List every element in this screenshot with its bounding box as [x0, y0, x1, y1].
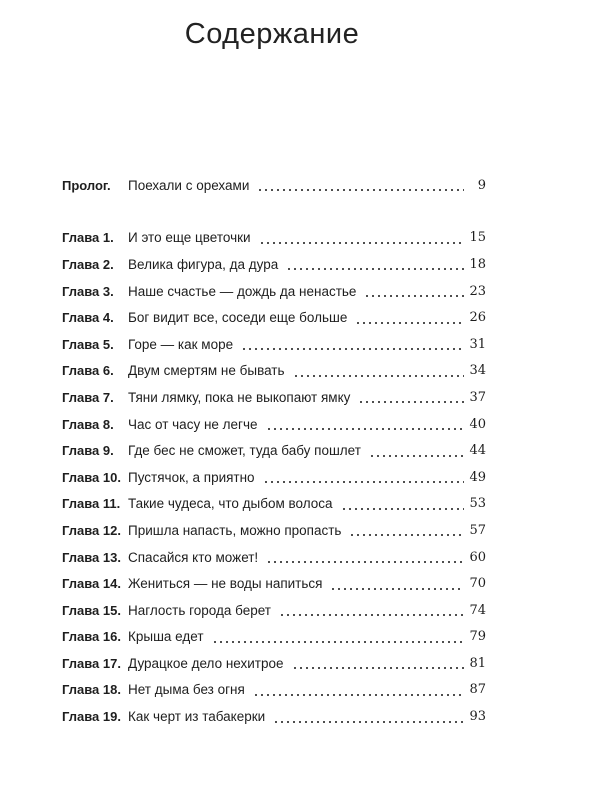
- toc-entry-label: Глава 3.: [62, 283, 114, 299]
- toc-entry-label: Глава 8.: [62, 416, 114, 432]
- dot-leader: [266, 550, 464, 564]
- toc-entry-prologue[interactable]: [62, 172, 486, 199]
- dot-leader: [253, 683, 464, 697]
- dot-leader: [259, 231, 464, 245]
- toc-entry-chapter-11[interactable]: [62, 491, 486, 518]
- toc-entry-label: Глава 11.: [62, 496, 121, 512]
- toc-entry-page: 44: [469, 443, 486, 459]
- toc-entry-title: Пустячок, а приятно: [128, 469, 255, 485]
- toc-entry-title: Крыша едет: [128, 629, 204, 645]
- toc-entry-label: Глава 7.: [62, 389, 114, 405]
- toc-entry-chapter-6[interactable]: [62, 358, 486, 385]
- toc-entry-label: Глава 9.: [62, 443, 114, 459]
- toc-entry-chapter-14[interactable]: [62, 570, 486, 597]
- toc-entry-chapter-18[interactable]: [62, 677, 486, 704]
- toc-entry-label: Глава 18.: [62, 682, 121, 698]
- toc-entry-page: 79: [469, 629, 486, 645]
- toc-entry-page: 18: [469, 256, 486, 272]
- toc-entry-page: 9: [477, 177, 486, 193]
- dot-leader: [266, 417, 464, 431]
- toc-entry-title: Спасайся кто может!: [128, 549, 259, 565]
- toc-entry-label: Глава 16.: [62, 629, 121, 645]
- toc-entry-label: Глава 2.: [62, 256, 114, 272]
- toc-entry-label: Глава 5.: [62, 336, 114, 352]
- toc-entry-title: Тяни лямку, пока не выкопают ямку: [128, 389, 351, 405]
- toc-entry-page: 81: [469, 655, 486, 671]
- toc-entry-page: 34: [469, 363, 486, 379]
- toc-entry-page: 74: [469, 602, 486, 618]
- dot-leader: [279, 603, 464, 617]
- dot-leader: [273, 710, 464, 724]
- toc-entry-label: Глава 4.: [62, 310, 114, 326]
- toc-entry-label: Глава 6.: [62, 363, 114, 379]
- toc-entry-page: 26: [469, 310, 486, 326]
- toc-entry-title: Велика фигура, да дура: [128, 256, 279, 272]
- dot-leader: [212, 630, 465, 644]
- toc-entry-title: Пришла напасть, можно пропасть: [128, 522, 342, 538]
- toc-entry-title: Как черт из табакерки: [128, 709, 266, 725]
- toc-entry-title: Где бес не сможет, туда бабу пошлет: [128, 443, 361, 459]
- toc-entry-page: 87: [469, 682, 486, 698]
- toc-entry-title: Поехали с орехами: [128, 177, 250, 193]
- toc-entry-title: Такие чудеса, что дыбом волоса: [128, 496, 333, 512]
- toc-entry-chapter-1[interactable]: [62, 225, 486, 252]
- dot-leader: [286, 257, 464, 271]
- dot-leader: [263, 470, 464, 484]
- toc-entry-chapter-10[interactable]: [62, 464, 486, 491]
- toc-entry-label: Глава 17.: [62, 655, 121, 671]
- toc-entry-page: 15: [469, 230, 486, 246]
- toc-entry-page: 49: [469, 469, 486, 485]
- toc-entry-page: 40: [469, 416, 486, 432]
- dot-leader: [241, 337, 464, 351]
- table-of-contents: [62, 172, 486, 730]
- toc-entry-title: Час от часу не легче: [128, 416, 258, 432]
- toc-entry-page: 53: [469, 496, 486, 512]
- toc-entry-page: 31: [469, 336, 486, 352]
- toc-entry-chapter-3[interactable]: [62, 278, 486, 305]
- toc-entry-label: Глава 14.: [62, 576, 121, 592]
- toc-entry-label: Глава 13.: [62, 549, 121, 565]
- toc-entry-page: 70: [469, 576, 486, 592]
- toc-entry-title: И это еще цветочки: [128, 230, 251, 246]
- toc-entry-chapter-4[interactable]: [62, 304, 486, 331]
- toc-entry-page: 23: [469, 283, 486, 299]
- toc-entry-title: Наше счастье — дождь да ненастье: [128, 283, 357, 299]
- dot-leader: [293, 364, 464, 378]
- dot-leader: [341, 497, 464, 511]
- dot-leader: [369, 444, 464, 458]
- toc-entry-chapter-5[interactable]: [62, 331, 486, 358]
- toc-entry-title: Жениться — не воды напиться: [128, 576, 323, 592]
- toc-entry-title: Бог видит все, соседи еще больше: [128, 310, 348, 326]
- toc-entry-chapter-13[interactable]: [62, 544, 486, 571]
- dot-leader: [364, 284, 464, 298]
- toc-entry-page: 37: [469, 389, 486, 405]
- toc-entry-chapter-19[interactable]: [62, 703, 486, 730]
- toc-entry-chapter-2[interactable]: [62, 251, 486, 278]
- toc-entry-label: Глава 10.: [62, 469, 121, 485]
- toc-entry-chapter-12[interactable]: [62, 517, 486, 544]
- toc-entry-page: 60: [469, 549, 486, 565]
- toc-entry-label: Глава 15.: [62, 602, 121, 618]
- toc-entry-label: Глава 12.: [62, 522, 121, 538]
- toc-entry-title: Нет дыма без огня: [128, 682, 245, 698]
- toc-entry-chapter-16[interactable]: [62, 624, 486, 651]
- page-title: Содержание: [184, 18, 360, 50]
- toc-entry-chapter-15[interactable]: [62, 597, 486, 624]
- toc-entry-page: 57: [469, 522, 486, 538]
- toc-entry-title: Дурацкое дело нехитрое: [128, 655, 284, 671]
- toc-entry-chapter-8[interactable]: [62, 411, 486, 438]
- toc-entry-chapter-17[interactable]: [62, 650, 486, 677]
- toc-entry-label: Глава 1.: [62, 230, 114, 246]
- toc-entry-chapter-9[interactable]: [62, 437, 486, 464]
- toc-entry-title: Наглость города берет: [128, 602, 271, 618]
- toc-entry-title: Горе — как море: [128, 336, 234, 352]
- toc-entry-label: Глава 19.: [62, 709, 121, 725]
- dot-leader: [358, 390, 464, 404]
- toc-entry-label: Пролог.: [62, 177, 111, 193]
- toc-entry-page: 93: [469, 709, 486, 725]
- dot-leader: [355, 311, 464, 325]
- dot-leader: [330, 577, 464, 591]
- toc-entry-title: Двум смертям не бывать: [128, 363, 285, 379]
- dot-leader: [257, 178, 464, 192]
- dot-leader: [349, 523, 464, 537]
- toc-entry-chapter-7[interactable]: [62, 384, 486, 411]
- dot-leader: [292, 656, 464, 670]
